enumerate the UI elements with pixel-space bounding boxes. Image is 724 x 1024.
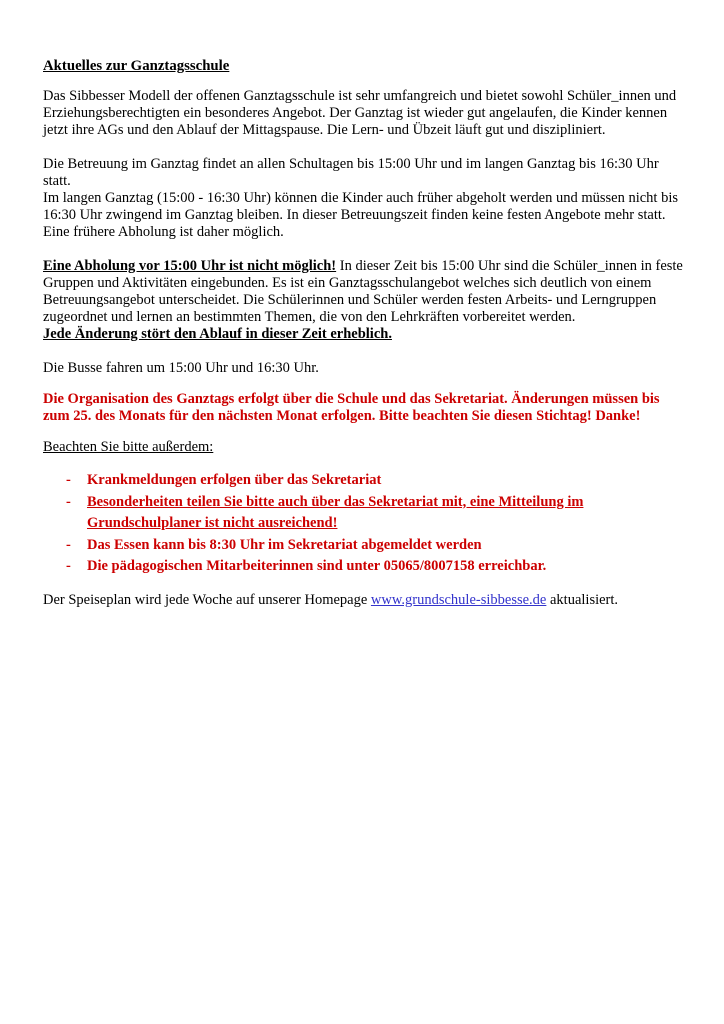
bullet-text: Das Essen kann bis 8:30 Uhr im Sekretariat abgemeldet werden [87, 536, 482, 553]
paragraph-intro [43, 88, 683, 139]
bullet-dash: - [66, 536, 71, 553]
paragraph-busse [43, 360, 683, 377]
abholung-rest-text: In dieser Zeit bis 15:00 Uhr sind die Schüler_innen in feste Gruppen und Aktivitäten eingebunden. Es ist ein Ganztagsschulangebot welches sich deutlich von einem Betreuungsangebot unterscheidet. Die Schülerinnen und Schüler werden festen Arbeits- und Lerngruppen zugeordnet und lernen an bestimmten Themen, die von den Lehrkräften vorbereitet werden. [43, 258, 683, 325]
list-item-krankmeldungen [43, 470, 683, 492]
paragraph-beachten [43, 439, 683, 456]
organisation-text: Die Organisation des Ganztags erfolgt über die Schule und das Sekretariat. Änderungen müssen bis zum 25. des Monats für den nächsten Monat erfolgen. Bitte beachten Sie diesen Stichtag! Danke! [43, 391, 660, 424]
beachten-text: Beachten Sie bitte außerdem: [43, 439, 214, 455]
bullet-dash: - [66, 558, 71, 574]
betreuung-line1: Die Betreuung im Ganztag findet an allen Schultagen bis 15:00 Uhr und im langen Ganztag bis 16:30 Uhr statt. [43, 156, 659, 189]
list-item-besonderheiten [43, 492, 683, 535]
bullet-text: Die pädagogischen Mitarbeiterinnen sind unter 05065/8007158 erreichbar. [87, 558, 547, 574]
bullet-text: Besonderheiten teilen Sie bitte auch über das Sekretariat mit, eine Mitteilung im Grundschulplaner ist nicht ausreichend! [87, 493, 584, 531]
bullet-dash: - [66, 472, 71, 488]
paragraph-speiseplan [43, 592, 683, 609]
document-heading: Aktuelles zur Ganztagsschule [43, 58, 230, 74]
speiseplan-text-before: Der Speiseplan wird jede Woche auf unserer Homepage [43, 591, 371, 608]
list-item-mitarbeiterinnen [43, 556, 683, 578]
paragraph-abholung [43, 258, 683, 343]
busse-text: Die Busse fahren um 15:00 Uhr und 16:30 Uhr. [43, 360, 319, 376]
paragraph-betreuung [43, 156, 683, 241]
aenderung-warning-bold: Jede Änderung stört den Ablauf in dieser Zeit erheblich. [43, 326, 392, 342]
paragraph-organisation [43, 391, 683, 425]
intro-text: Das Sibbesser Modell der offenen Ganztagsschule ist sehr umfangreich und bietet sowohl Schüler_innen und Erziehungsberechtigten ein besonderes Angebot. Der Ganztag ist wieder gut angelaufen, die Kinder kennen jetzt ihre AGs und den Ablauf der Mittagspause. Die Lern- und Übzeit läuft gut und diszipliniert. [43, 88, 677, 138]
notes-list [43, 470, 683, 578]
bullet-dash: - [66, 493, 71, 510]
homepage-link[interactable]: www.grundschule-sibbesse.de [370, 591, 547, 608]
abholung-warning-bold: Eine Abholung vor 15:00 Uhr ist nicht möglich! [43, 258, 337, 274]
betreuung-line2: Im langen Ganztag (15:00 - 16:30 Uhr) können die Kinder auch früher abgeholt werden und müssen nicht bis 16:30 Uhr zwingend im Ganztag bleiben. In dieser Betreuungszeit finden keine festen Angebote mehr statt. Eine frühere Abholung ist daher möglich. [43, 190, 679, 240]
document-content [43, 57, 683, 626]
list-item-essen [43, 535, 683, 557]
speiseplan-text-after: aktualisiert. [546, 591, 619, 608]
bullet-text: Krankmeldungen erfolgen über das Sekretariat [87, 472, 382, 488]
